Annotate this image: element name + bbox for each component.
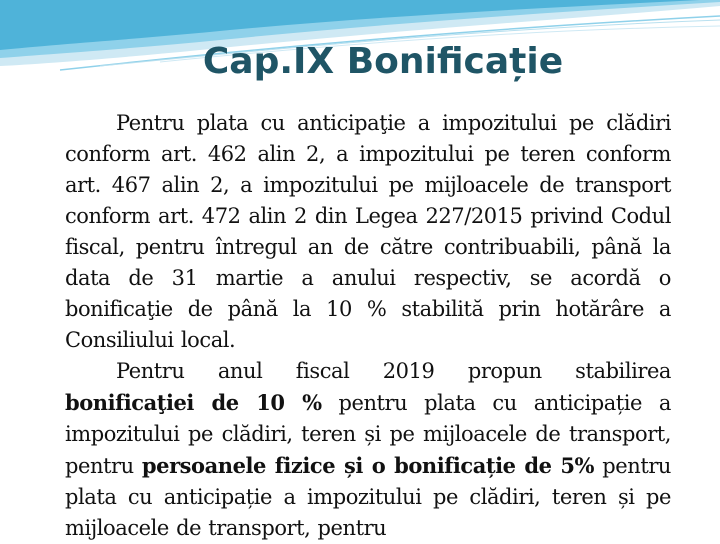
slide-body	[65, 108, 671, 544]
slide-title: Cap.IX Bonificație	[202, 41, 564, 82]
paragraph-2-bold-1: bonificaţiei de 10 %	[65, 390, 322, 415]
paragraph-2	[65, 356, 671, 544]
paragraph-2-text-1: Pentru anul fiscal 2019 propun stabilirea	[116, 359, 671, 383]
paragraph-2-text-2: pentru plata cu anticipație a impozitului pe clădiri, teren și pe mijloacele de transport, pentru	[65, 391, 671, 478]
paragraph-1: Pentru plata cu anticipaţie a impozitului pe clădiri conform art. 462 alin 2, a impozitului pe teren conform art. 467 alin 2, a impozitului pe mijloacele de transport conform art. 472 alin 2 din Legea 227/2015 privind Codul fiscal, pentru întregul an de către contribuabili, până la data de 31 martie a anului respectiv, se acordă o bonificaţie de până la 10 % stabilită prin hotărâre a Consiliului local.	[65, 111, 671, 352]
paragraph-2-text-3: pentru plata cu anticipație a impozitului pe clădiri, teren și pe mijloacele de transport, pentru	[65, 454, 671, 540]
paragraph-2-bold-2: persoanele fizice și o bonificație de 5%	[141, 453, 595, 478]
